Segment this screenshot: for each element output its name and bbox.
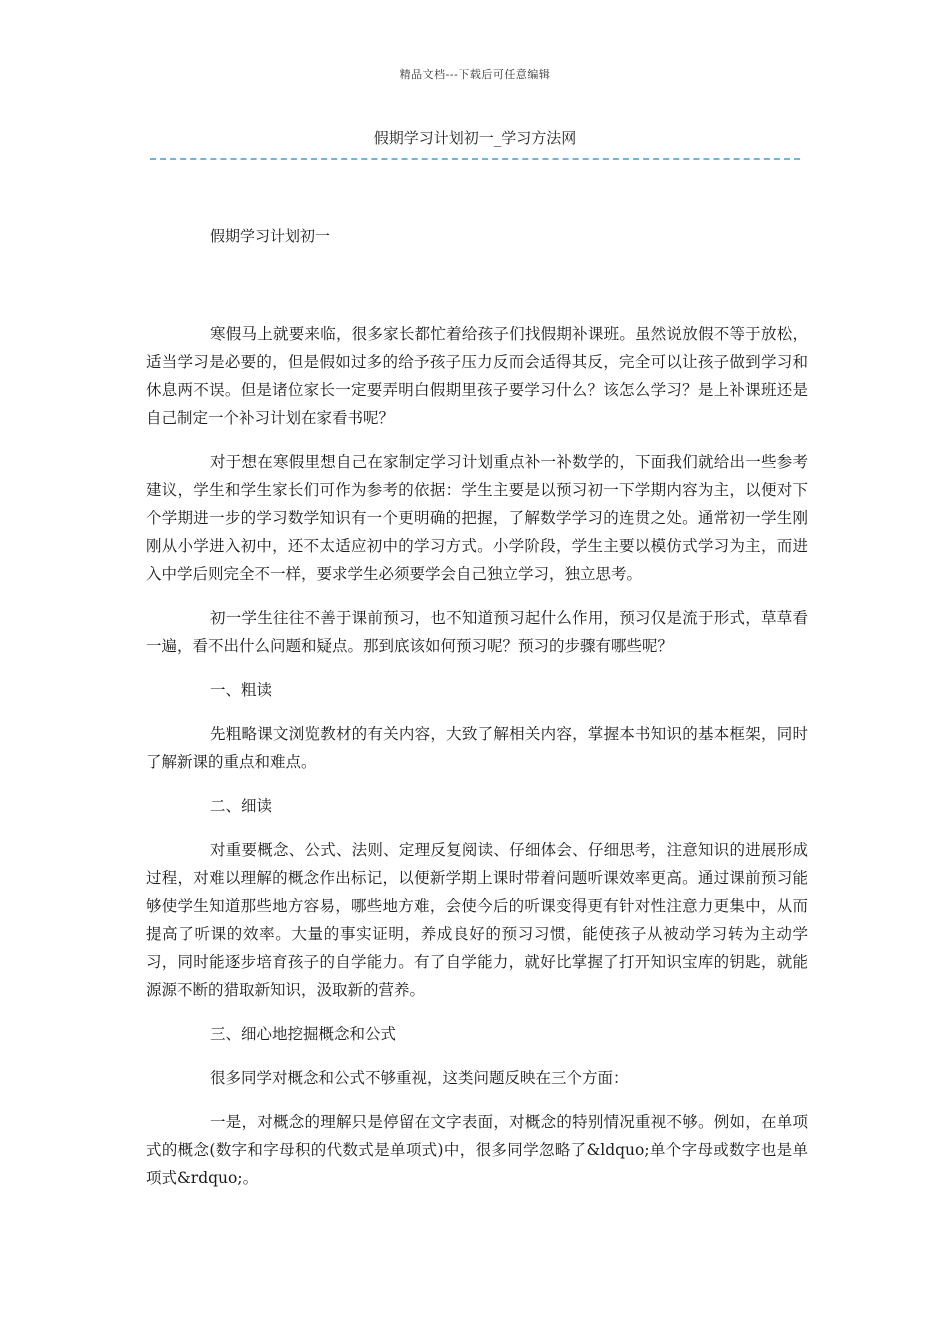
section-heading-rough-reading: 一、粗读 [210,681,273,699]
section-heading-close-reading: 二、细读 [210,797,273,815]
header-note: 精品文档---下载后可任意编辑 [399,68,551,81]
paragraph-suggestions: 对于想在寒假里想自己在家制定学习计划重点补一补数学的，下面我们就给出一些参考建议，学生和学生家长们可作为参考的依据：学生主要是以预习初一下学期内容为主，以便对下个学期进一步的学习数学知识有一个更明确的把握，了解数学学习的连贯之处。通常初一学生刚刚从小学进入初中，还不太适应初中的学习方式。小学阶段，学生主要以模仿式学习为主，而进入中学后则完全不一样，要求学生必须要学会自己独立学习，独立思考。 [146,453,808,583]
paragraph-rough-reading: 先粗略课文浏览教材的有关内容，大致了解相关内容，掌握本书知识的基本框架，同时了解新课的重点和难点。 [146,725,808,771]
paragraph-close-reading: 对重要概念、公式、法则、定理反复阅读、仔细体会、仔细思考，注意知识的进展形成过程，对难以理解的概念作出标记，以便新学期上课时带着问题听课效率更高。通过课前预习能够使学生知道那些地方容易，哪些地方难，会使今后的听课变得更有针对性注意力更集中，从而提高了听课的效率。大量的事实证明，养成良好的预习习惯，能使孩子从被动学习转为主动学习，同时能逐步培育孩子的自学能力。有了自学能力，就好比掌握了打开知识宝库的钥匙，就能源源不断的猎取新知识，汲取新的营养。 [146,841,808,999]
paragraph-concepts-first: 一是，对概念的理解只是停留在文字表面，对概念的特别情况重视不够。例如，在单项式的概念(数字和字母积的代数式是单项式)中，很多同学忽略了&ldquo;单个字母或数字也是单项式&rdquo;。 [146,1113,808,1187]
paragraph-intro: 寒假马上就要来临，很多家长都忙着给孩子们找假期补课班。虽然说放假不等于放松，适当学习是必要的，但是假如过多的给予孩子压力反而会适得其反，完全可以让孩子做到学习和休息两不误。但是诸位家长一定要弄明白假期里孩子要学习什么？该怎么学习？是上补课班还是自己制定一个补习计划在家看书呢？ [146,325,808,427]
title-divider [150,158,800,160]
paragraph-concepts-intro: 很多同学对概念和公式不够重视，这类问题反映在三个方面： [210,1069,629,1087]
section-heading-concepts: 三、细心地挖掘概念和公式 [210,1025,397,1043]
document-title: 假期学习计划初一_学习方法网 [373,129,577,147]
document-subtitle: 假期学习计划初一 [210,227,331,245]
paragraph-preview: 初一学生往往不善于课前预习，也不知道预习起什么作用，预习仅是流于形式，草草看一遍，看不出什么问题和疑点。那到底该如何预习呢？预习的步骤有哪些呢？ [146,609,808,655]
document-body [146,222,808,1208]
